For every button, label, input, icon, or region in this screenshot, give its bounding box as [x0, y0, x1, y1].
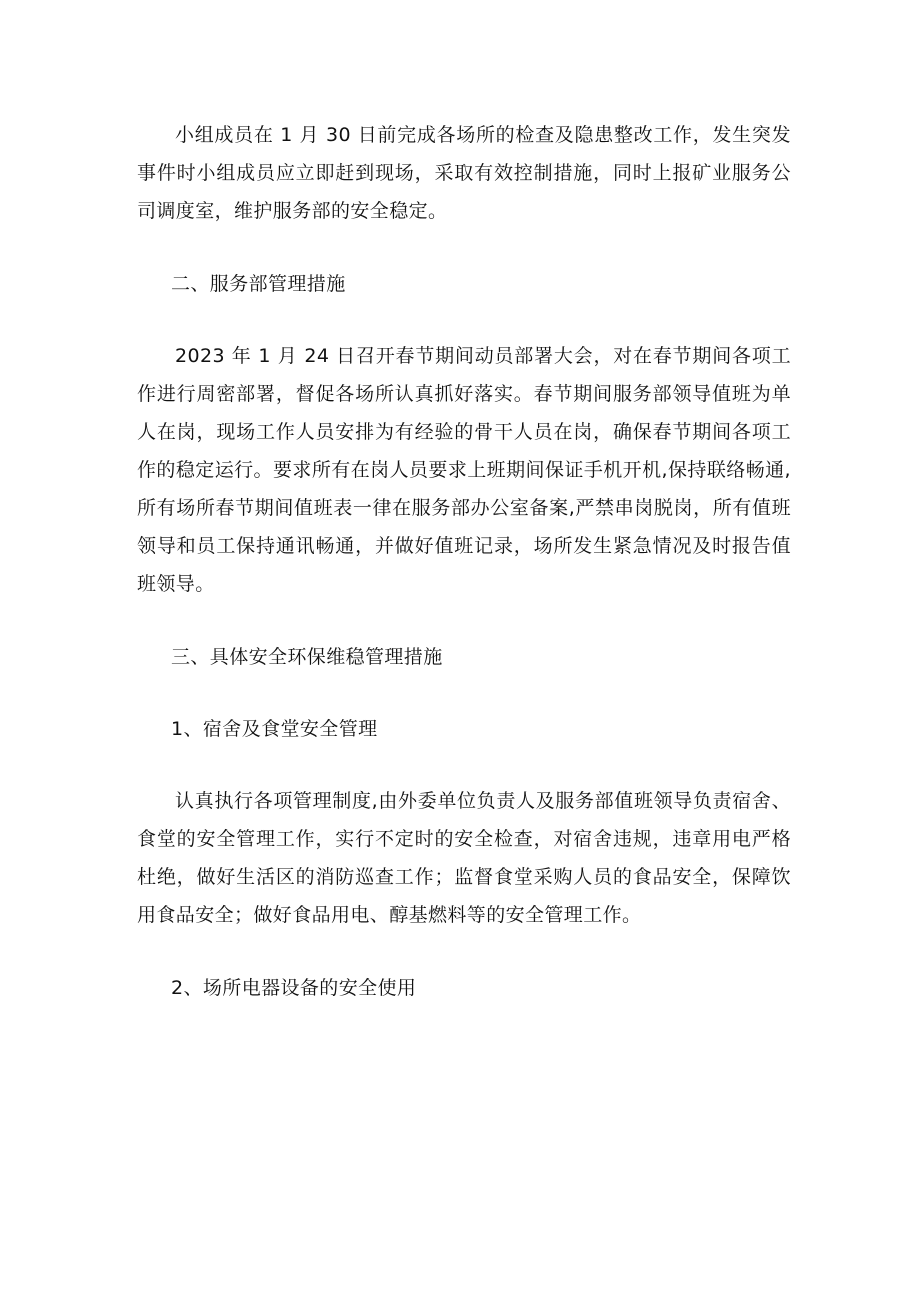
spacer [137, 748, 791, 782]
section-heading-service-management: 二、服务部管理措施 [171, 273, 346, 295]
paragraph-spring-festival-deployment: 2023 年 1 月 24 日召开春节期间动员部署大会，对在春节期间各项工作进行周密部署，督促各场所认真抓好落实。春节期间服务部领导值班为单人在岗，现场工作人员安排为有经验的骨干人员在岗，确保春节期间各项工作的稳定运行。要求所有在岗人员要求上班期间保证手机开机,保持联络畅通,所有场所春节期间值班表一律在服务部办公室备案,严禁串岗脱岗，所有值班领导和员工保持通讯畅通，并做好值班记录，场所发生紧急情况及时报告值班领导。 [137, 345, 791, 595]
section-heading-safety-measures: 三、具体安全环保维稳管理措施 [171, 646, 443, 668]
spacer [137, 230, 791, 265]
spacer [137, 934, 791, 969]
document-page [137, 116, 791, 1007]
spacer [137, 603, 791, 638]
paragraph-emergency-response: 小组成员在 1 月 30 日前完成各场所的检查及隐患整改工作，发生突发事件时小组成员应立即赶到现场，采取有效控制措施，同时上报矿业服务公司调度室，维护服务部的安全稳定。 [137, 124, 791, 222]
spacer [137, 303, 791, 337]
spacer [137, 676, 791, 710]
subsection-heading-electrical-equipment: 2、场所电器设备的安全使用 [171, 977, 417, 999]
subsection-heading-dorm-canteen: 1、宿舍及食堂安全管理 [171, 718, 378, 740]
paragraph-dorm-canteen-safety: 认真执行各项管理制度,由外委单位负责人及服务部值班领导负责宿舍、食堂的安全管理工作，实行不定时的安全检查，对宿舍违规，违章用电严格杜绝，做好生活区的消防巡查工作；监督食堂采购人员的食品安全，保障饮用食品安全；做好食品用电、醇基燃料等的安全管理工作。 [137, 790, 791, 926]
